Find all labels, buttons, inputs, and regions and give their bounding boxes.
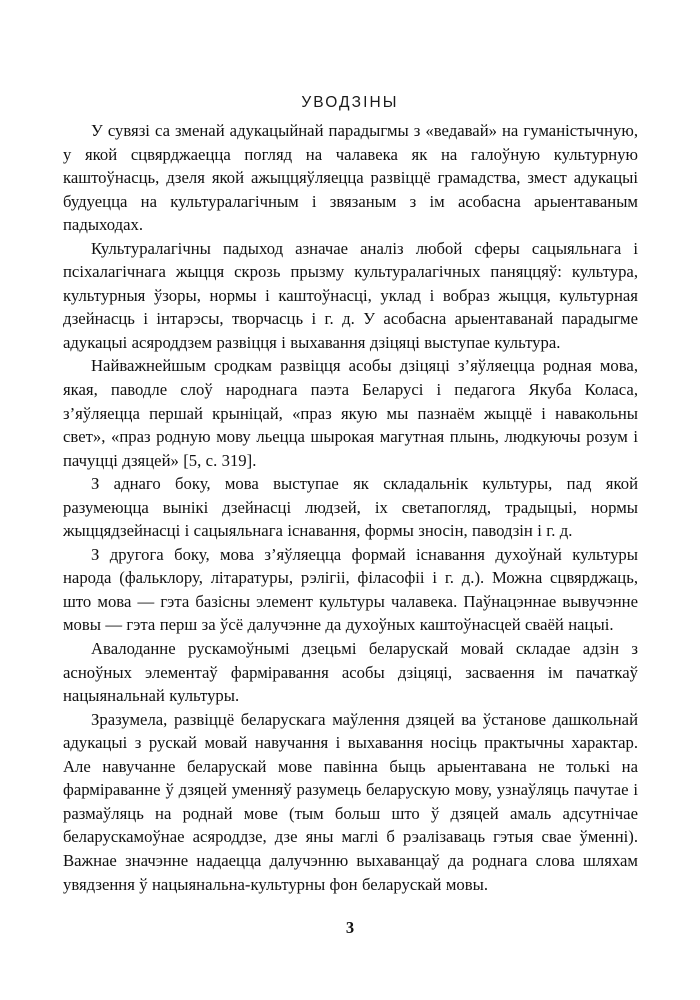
body-text-column bbox=[63, 119, 638, 896]
paragraph: Авалоданне рускамоўнымі дзецьмі беларускай мовай складае адзін з асноўных элементаў фарміравання асобы дзіцяці, засваення ім пачаткаў нацыянальнай культуры. bbox=[63, 639, 638, 706]
page-number: 3 bbox=[345, 918, 355, 937]
page-title: УВОДЗІНЫ bbox=[301, 94, 399, 112]
paragraph: У сувязі са зменай адукацыйнай парадыгмы з «ведавай» на гуманістычную, у якой сцвярджаецца погляд на чалавека як на галоўную культурную каштоўнасць, дзеля якой ажыццяўляецца развіццё грамадства, змест адукацыі будуецца на культуралагічным і звязаным з ім асобасна арыентаваным падыходах. bbox=[63, 121, 638, 235]
paragraph: З другога боку, мова з’яўляецца формай існавання духоўнай культуры народа (фальклору, літаратуры, рэлігіі, філасофіі і г. д.). Можна сцвярджаць, што мова — гэта базісны элемент культуры чалавека. Паўнацэннае вывучэнне мовы — гэта перш за ўсё далучэнне да духоўных каштоўнасцей сваёй нацыі. bbox=[63, 544, 638, 635]
paragraph: З аднаго боку, мова выступае як складальнік культуры, пад якой разумеюцца вынікі дзейнасці людзей, іх светапогляд, традыцыі, нормы жыццядзейнасці і сацыяльнага існавання, формы зносін, паводзін і г. д. bbox=[63, 474, 638, 541]
paragraph: Культуралагічны падыход азначае аналіз любой сферы сацыяльнага і псіхалагічнага жыцця скрозь прызму культуралагічных паняццяў: культура, культурныя ўзоры, нормы і каштоўнасці, уклад і вобраз жыцця, культурная дзейнасць і інтарэсы, творчасць і г. д. У асобасна арыентаванай парадыгме адукацыі асяроддзем развіцця і выхавання дзіцяці выступае культура. bbox=[63, 238, 638, 352]
paragraph: Зразумела, развіццё беларускага маўлення дзяцей ва ўстанове дашкольнай адукацыі з рускай мовай навучання і выхавання носіць практычны характар. Але навучанне беларускай мове павінна быць арыентавана не толькі на фарміраванне ў дзяцей уменняў разумець беларускую мову, узнаўляць пачутае і размаўляць на роднай мове (тым больш што ў дзяцей амаль адсутнічае беларускамоўнае асяроддзе, дзе яны маглі б рэалізаваць гэтыя свае ўменні). Важнае значэнне надаецца далучэнню выхаванцаў да роднага слова шляхам увядзення ў нацыянальна-культурны фон беларускай мовы. bbox=[63, 709, 638, 894]
paragraph: Найважнейшым сродкам развіцця асобы дзіцяці з’яўляецца родная мова, якая, паводле слоў народнага паэта Беларусі і педагога Якуба Коласа, з’яўляецца першай крыніцай, «праз якую мы пазнаём жыццё і навакольны свет», «праз родную мову льецца шырокая магутная плынь, людкуючы розум і пачуцці дзяцей» [5, с. 319]. bbox=[63, 356, 638, 470]
